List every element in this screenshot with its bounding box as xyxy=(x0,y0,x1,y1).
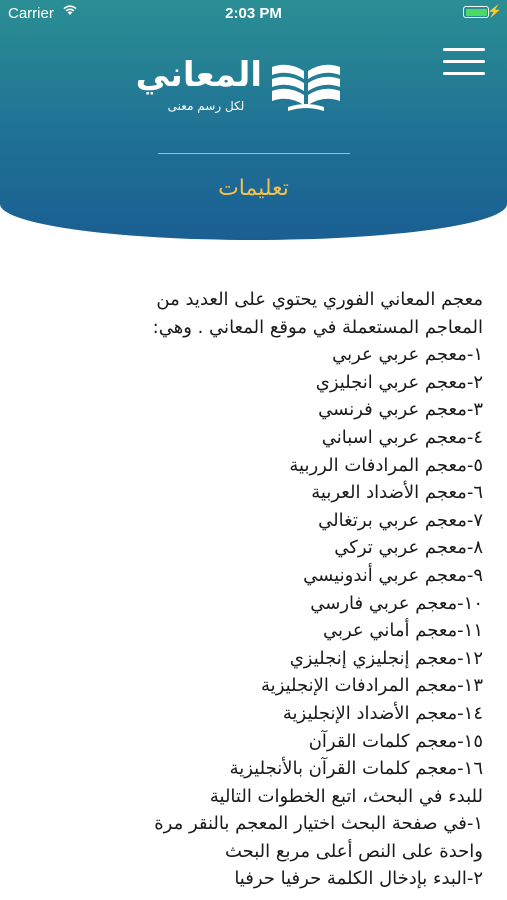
instruction-line: ١٥-معجم كلمات القرآن xyxy=(308,730,483,752)
instruction-line: ١-معجم عربي عربي xyxy=(332,344,483,366)
instruction-line: ٢-البدء بإدخال الكلمة حرفيا حرفيا xyxy=(234,868,483,890)
logo-title: المعاني xyxy=(135,55,262,95)
menu-icon xyxy=(443,48,485,51)
status-bar xyxy=(0,0,507,28)
instruction-line: ٧-معجم عربي برتغالي xyxy=(318,509,483,531)
instruction-line: ١٢-معجم إنجليزي إنجليزي xyxy=(289,647,483,669)
menu-button[interactable] xyxy=(443,48,485,76)
charging-icon: ⚡ xyxy=(487,4,502,18)
logo-subtitle: لكل رسم معنى xyxy=(167,99,245,113)
instruction-line: ١٣-معجم المرادفات الإنجليزية xyxy=(261,675,483,697)
instructions-text xyxy=(18,286,483,893)
book-logo-icon xyxy=(268,57,344,115)
instruction-line: ١٦-معجم كلمات القرآن بالأنجليزية xyxy=(229,758,483,780)
instruction-line: للبدء في البحث، اتبع الخطوات التالية xyxy=(209,785,483,807)
status-time: 2:03 PM xyxy=(225,5,282,22)
instruction-line: ٦-معجم الأضداد العربية xyxy=(311,482,483,504)
instruction-line: معجم المعاني الفوري يحتوي على العديد من xyxy=(156,289,483,310)
instruction-line: واحدة على النص أعلى مربع البحث xyxy=(224,840,483,862)
instruction-line: ١-في صفحة البحث اختيار المعجم بالنقر مرة xyxy=(154,813,483,835)
instruction-line: ٢-معجم عربي انجليزي xyxy=(315,371,483,393)
instruction-line: ٩-معجم عربي أندونيسي xyxy=(303,564,483,586)
instruction-line: ٨-معجم عربي تركي xyxy=(334,537,483,559)
instruction-line: ١٤-معجم الأضداد الإنجليزية xyxy=(282,702,483,724)
header-divider xyxy=(158,153,350,154)
battery-icon xyxy=(463,6,489,18)
app-logo xyxy=(135,55,355,135)
instruction-line: ٥-معجم المرادفات الرربية xyxy=(289,454,483,476)
app-header xyxy=(0,0,507,240)
instruction-line: ١٠-معجم عربي فارسي xyxy=(310,592,483,614)
page-title: تعليمات xyxy=(218,176,289,201)
instruction-line: ٤-معجم عربي اسباني xyxy=(321,426,483,448)
instruction-line: ١١-معجم أماني عربي xyxy=(322,620,483,642)
carrier-label: Carrier xyxy=(8,5,54,22)
instruction-line: المعاجم المستعملة في موقع المعاني . وهي: xyxy=(152,316,483,338)
instruction-line: ٣-معجم عربي فرنسي xyxy=(318,399,483,421)
